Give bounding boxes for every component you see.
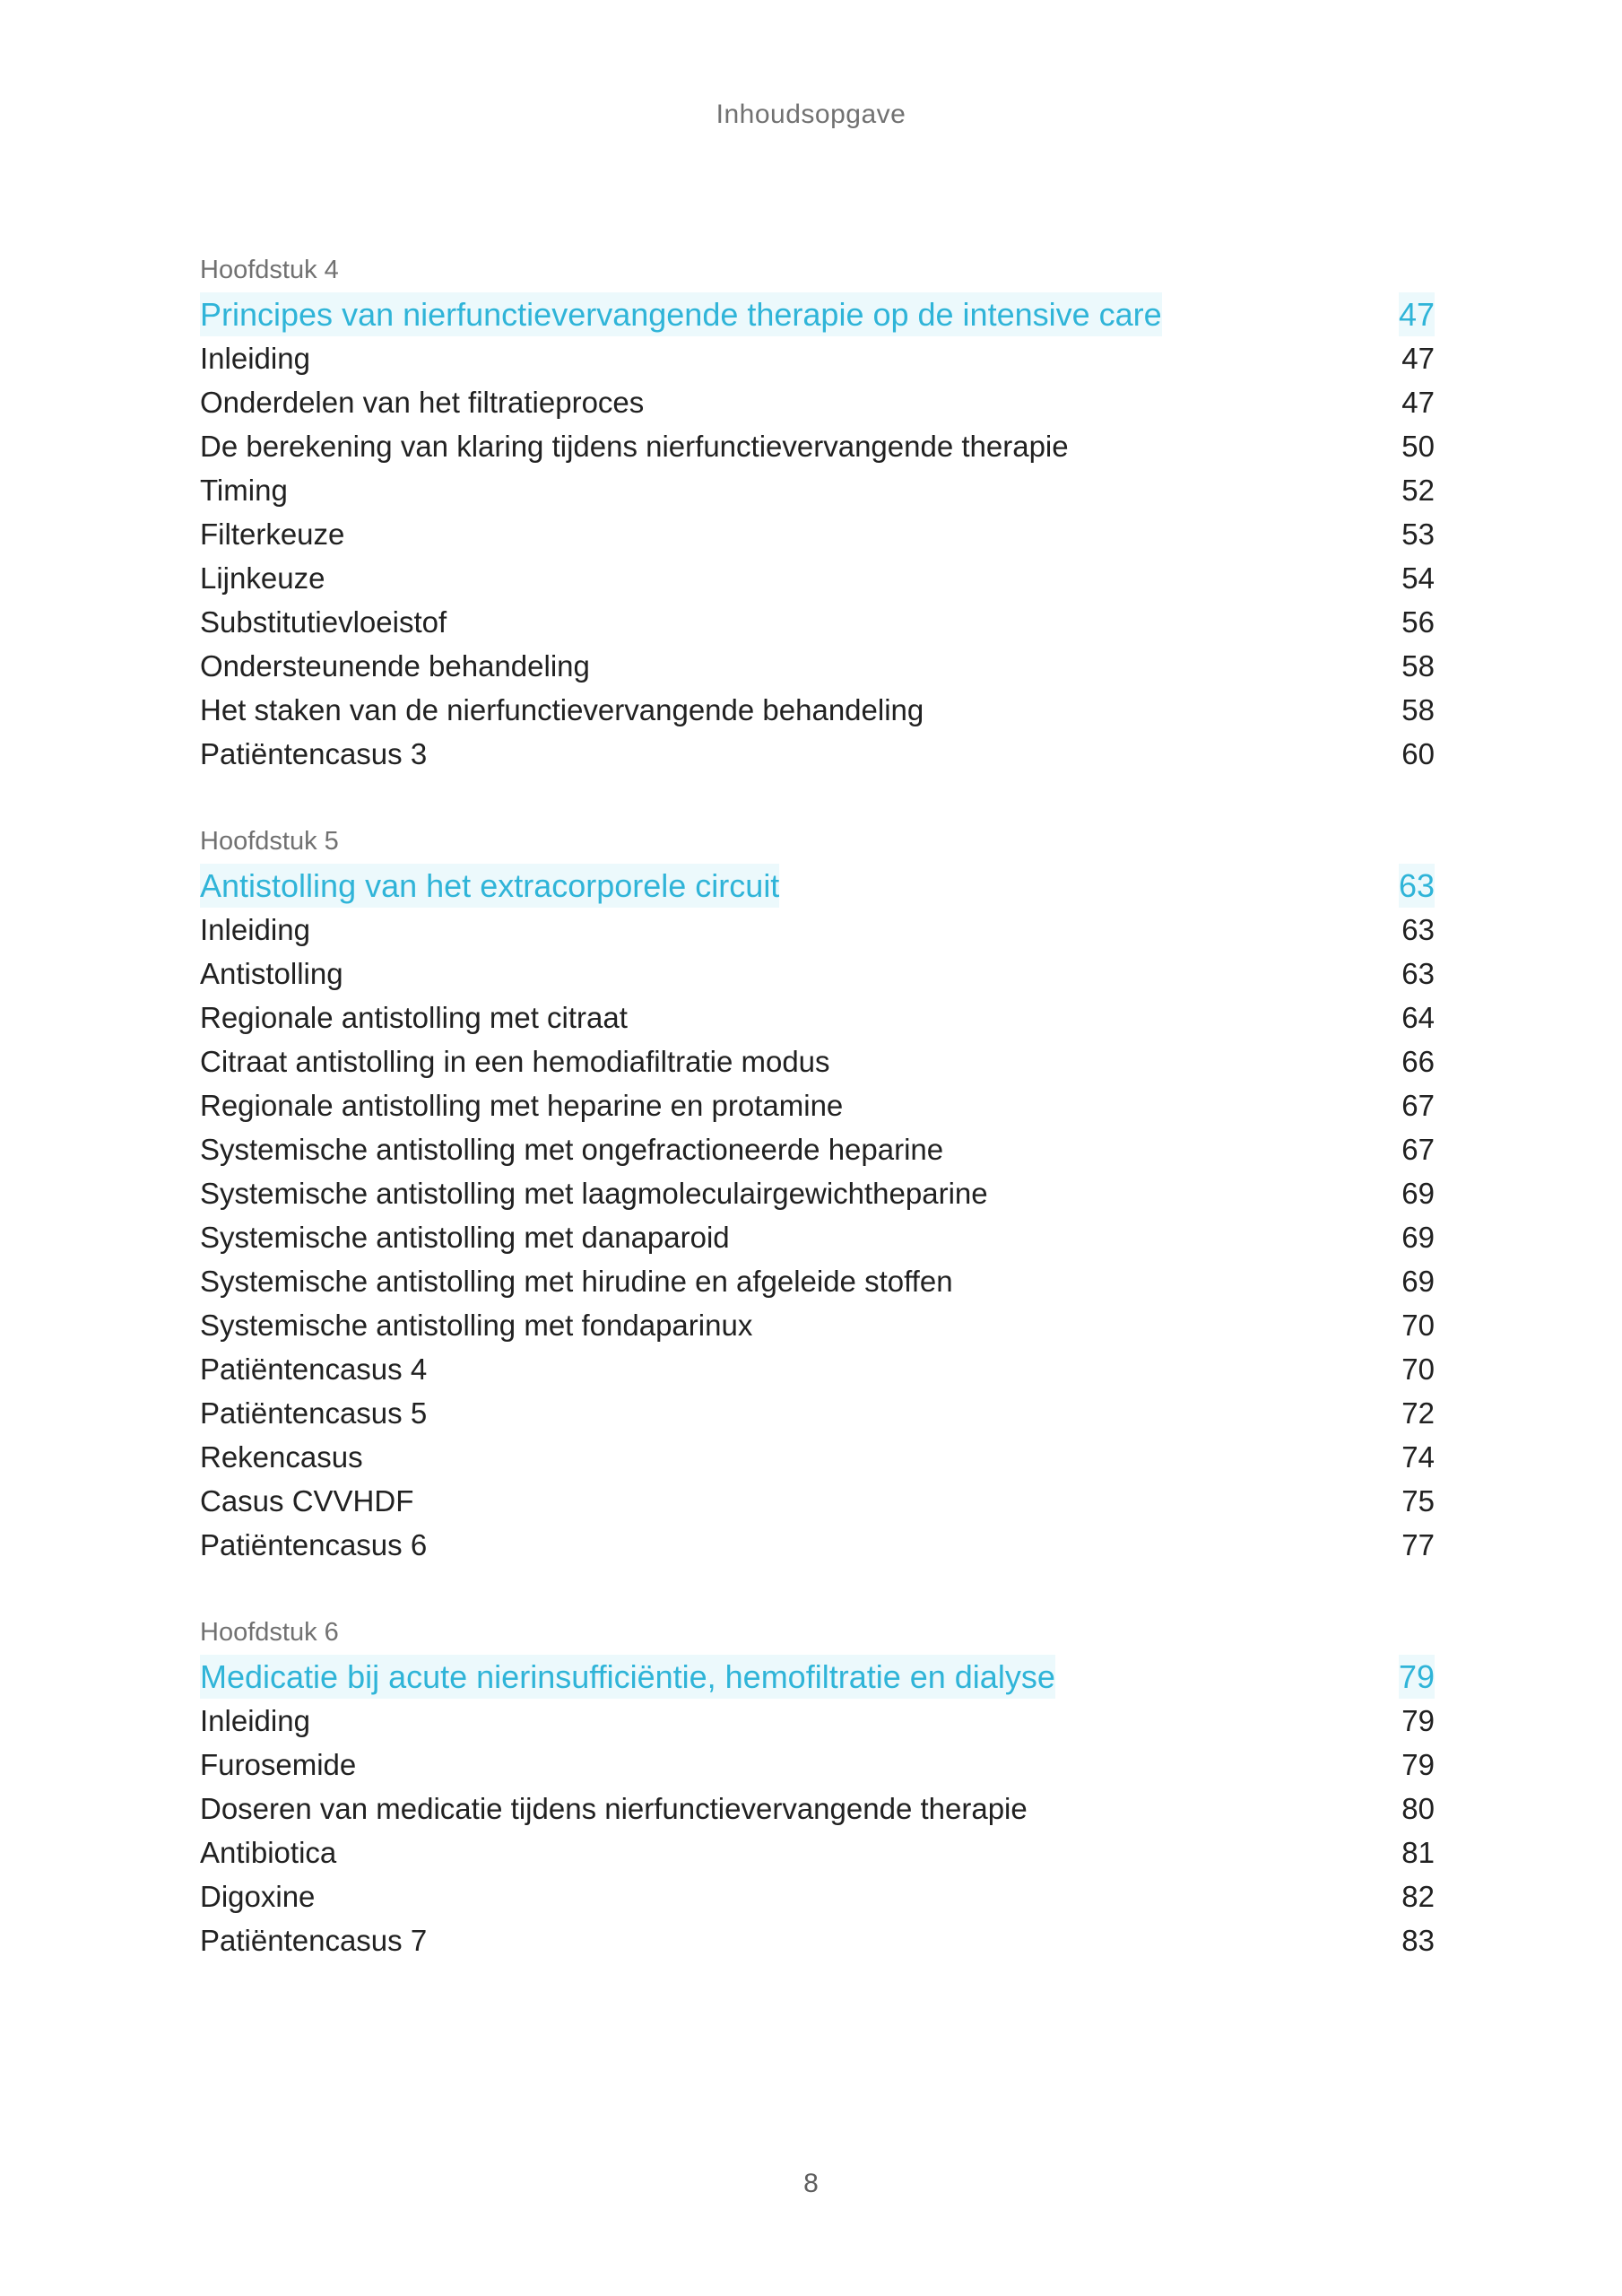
chapter-title-page: 79 xyxy=(1399,1655,1435,1699)
toc-entry xyxy=(200,644,1435,688)
toc-entry xyxy=(200,1787,1435,1831)
toc-entry-page: 60 xyxy=(1401,737,1435,770)
toc-entry-page: 69 xyxy=(1401,1177,1435,1210)
toc-entry xyxy=(200,688,1435,732)
toc-entry-label: Furosemide xyxy=(200,1748,357,1781)
toc-entry-label: Systemische antistolling met hirudine en afgeleide stoffen xyxy=(200,1265,953,1298)
toc-entry xyxy=(200,1083,1435,1127)
toc-entry xyxy=(200,1831,1435,1874)
chapter-title-row xyxy=(200,1655,1435,1699)
toc-entry xyxy=(200,732,1435,776)
toc-entry-label: Patiëntencasus 5 xyxy=(200,1396,428,1430)
toc-entry-page: 52 xyxy=(1401,474,1435,507)
toc-entry-page: 77 xyxy=(1401,1528,1435,1561)
toc-entry-label: Systemische antistolling met ongefractioneerde heparine xyxy=(200,1133,944,1166)
toc-entry xyxy=(200,1874,1435,1918)
chapter-label: Hoofdstuk 6 xyxy=(200,1618,339,1647)
toc-entry-page: 47 xyxy=(1401,386,1435,419)
toc-entry-label: Patiëntencasus 7 xyxy=(200,1924,428,1957)
chapter-title-page: 47 xyxy=(1399,292,1435,336)
toc-entry-page: 69 xyxy=(1401,1265,1435,1298)
toc-entry-page: 58 xyxy=(1401,693,1435,726)
toc-entry xyxy=(200,996,1435,1039)
toc-entry-label: Inleiding xyxy=(200,1704,310,1737)
toc-entry-label: Patiëntencasus 3 xyxy=(200,737,428,770)
toc-entry-label: Doseren van medicatie tijdens nierfunctievervangende therapie xyxy=(200,1792,1028,1825)
toc-entry-page: 58 xyxy=(1401,649,1435,683)
toc-entry-label: De berekening van klaring tijdens nierfunctievervangende therapie xyxy=(200,430,1069,463)
entries xyxy=(200,1699,1435,1962)
toc-entry-page: 74 xyxy=(1401,1440,1435,1474)
toc-entry xyxy=(200,1127,1435,1171)
toc xyxy=(200,248,1435,1962)
toc-entry xyxy=(200,1303,1435,1347)
toc-entry-page: 54 xyxy=(1401,561,1435,595)
toc-entry xyxy=(200,1699,1435,1743)
toc-entry-label: Het staken van de nierfunctievervangende behandeling xyxy=(200,693,924,726)
chapter-title-page: 63 xyxy=(1399,864,1435,908)
toc-entry-page: 63 xyxy=(1401,913,1435,946)
chapter-title-row xyxy=(200,864,1435,908)
toc-entry-label: Digoxine xyxy=(200,1880,316,1913)
toc-entry xyxy=(200,1435,1435,1479)
toc-entry xyxy=(200,512,1435,556)
toc-entry xyxy=(200,908,1435,952)
toc-entry-label: Rekencasus xyxy=(200,1440,363,1474)
toc-entry-page: 79 xyxy=(1401,1748,1435,1781)
toc-section xyxy=(200,820,1435,1567)
toc-entry-page: 67 xyxy=(1401,1133,1435,1166)
toc-entry-label: Citraat antistolling in een hemodiafiltratie modus xyxy=(200,1045,830,1078)
toc-section xyxy=(200,248,1435,776)
toc-entry xyxy=(200,468,1435,512)
toc-entry-label: Systemische antistolling met danaparoid xyxy=(200,1221,730,1254)
chapter-title-row xyxy=(200,292,1435,336)
toc-entry-page: 67 xyxy=(1401,1089,1435,1122)
toc-entry xyxy=(200,1479,1435,1523)
toc-entry-page: 82 xyxy=(1401,1880,1435,1913)
toc-entry-label: Substitutievloeistof xyxy=(200,605,447,639)
toc-entry xyxy=(200,380,1435,424)
toc-entry-page: 50 xyxy=(1401,430,1435,463)
toc-entry-page: 66 xyxy=(1401,1045,1435,1078)
toc-entry-label: Filterkeuze xyxy=(200,517,345,551)
page-title: Inhoudsopgave xyxy=(716,100,906,129)
toc-entry-label: Onderdelen van het filtratieproces xyxy=(200,386,645,419)
chapter-title-text: Principes van nierfunctievervangende therapie op de intensive care xyxy=(200,292,1162,336)
toc-entry-label: Antibiotica xyxy=(200,1836,337,1869)
chapter-title-text: Antistolling van het extracorporele circuit xyxy=(200,864,779,908)
toc-entry-page: 70 xyxy=(1401,1309,1435,1342)
toc-entry xyxy=(200,1347,1435,1391)
toc-entry xyxy=(200,1171,1435,1215)
toc-entry xyxy=(200,1523,1435,1567)
toc-entry-label: Timing xyxy=(200,474,288,507)
toc-entry-label: Inleiding xyxy=(200,913,310,946)
toc-entry xyxy=(200,1259,1435,1303)
toc-entry xyxy=(200,556,1435,600)
toc-entry xyxy=(200,600,1435,644)
toc-entry xyxy=(200,1039,1435,1083)
toc-entry-page: 80 xyxy=(1401,1792,1435,1825)
toc-entry-label: Patiëntencasus 6 xyxy=(200,1528,428,1561)
toc-section xyxy=(200,1611,1435,1962)
toc-entry xyxy=(200,1391,1435,1435)
toc-entry-page: 72 xyxy=(1401,1396,1435,1430)
entries xyxy=(200,336,1435,776)
toc-entry xyxy=(200,336,1435,380)
toc-entry-label: Regionale antistolling met citraat xyxy=(200,1001,628,1034)
toc-entry-label: Casus CVVHDF xyxy=(200,1484,414,1518)
page-number: 8 xyxy=(803,2169,819,2198)
toc-entry-label: Regionale antistolling met heparine en protamine xyxy=(200,1089,844,1122)
toc-entry xyxy=(200,952,1435,996)
toc-entry-page: 64 xyxy=(1401,1001,1435,1034)
toc-entry xyxy=(200,424,1435,468)
toc-entry xyxy=(200,1215,1435,1259)
toc-entry-page: 56 xyxy=(1401,605,1435,639)
toc-entry-label: Patiëntencasus 4 xyxy=(200,1352,428,1386)
toc-entry-page: 81 xyxy=(1401,1836,1435,1869)
toc-entry-label: Systemische antistolling met laagmoleculairgewichtheparine xyxy=(200,1177,988,1210)
toc-entry xyxy=(200,1743,1435,1787)
chapter-label: Hoofdstuk 5 xyxy=(200,827,339,856)
toc-entry-label: Inleiding xyxy=(200,342,310,375)
toc-entry-page: 83 xyxy=(1401,1924,1435,1957)
toc-entry-label: Antistolling xyxy=(200,957,343,990)
toc-entry-label: Ondersteunende behandeling xyxy=(200,649,590,683)
toc-entry xyxy=(200,1918,1435,1962)
toc-entry-page: 63 xyxy=(1401,957,1435,990)
toc-entry-page: 79 xyxy=(1401,1704,1435,1737)
chapter-label: Hoofdstuk 4 xyxy=(200,256,339,284)
toc-entry-label: Systemische antistolling met fondaparinux xyxy=(200,1309,753,1342)
chapter-title-text: Medicatie bij acute nierinsufficiëntie, hemofiltratie en dialyse xyxy=(200,1655,1055,1699)
toc-entry-page: 47 xyxy=(1401,342,1435,375)
toc-entry-label: Lijnkeuze xyxy=(200,561,325,595)
toc-entry-page: 75 xyxy=(1401,1484,1435,1518)
toc-entry-page: 53 xyxy=(1401,517,1435,551)
entries xyxy=(200,908,1435,1567)
toc-entry-page: 70 xyxy=(1401,1352,1435,1386)
toc-entry-page: 69 xyxy=(1401,1221,1435,1254)
